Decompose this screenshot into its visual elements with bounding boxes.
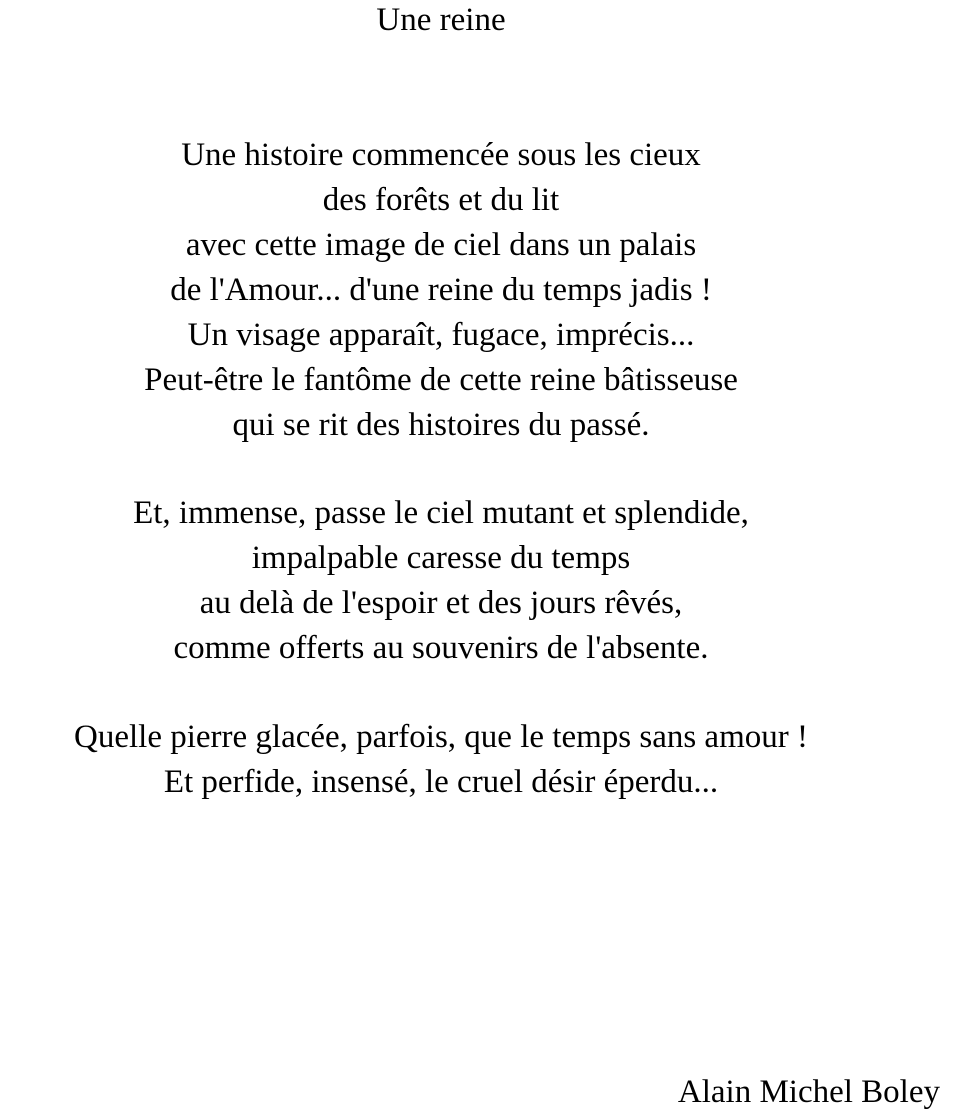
verse-line: de l'Amour... d'une reine du temps jadis ! xyxy=(170,272,712,308)
verse-line: au delà de l'espoir et des jours rêvés, xyxy=(199,585,683,621)
verse-line: Et perfide, insensé, le cruel désir éperdu... xyxy=(163,764,719,800)
stanza-3 xyxy=(0,715,882,805)
verse-line: Et, immense, passe le ciel mutant et splendide, xyxy=(133,495,749,531)
verse-line: Un visage apparaît, fugace, imprécis... xyxy=(187,317,695,353)
verse-line: Quelle pierre glacée, parfois, que le temps sans amour ! xyxy=(74,719,808,755)
verse-line: qui se rit des histoires du passé. xyxy=(232,407,650,443)
stanza-1 xyxy=(0,133,882,448)
verse-line: impalpable caresse du temps xyxy=(251,540,631,576)
stanza-2 xyxy=(0,491,882,671)
verse-line: avec cette image de ciel dans un palais xyxy=(185,227,697,263)
verse-line: Une histoire commencée sous les cieux xyxy=(181,137,701,173)
verse-line: comme offerts au souvenirs de l'absente. xyxy=(173,630,709,666)
verse-line: des forêts et du lit xyxy=(322,182,560,218)
author-signature: Alain Michel Boley xyxy=(677,1074,940,1110)
poem-title: Une reine xyxy=(376,2,506,38)
verse-line: Peut-être le fantôme de cette reine bâtisseuse xyxy=(144,362,738,398)
